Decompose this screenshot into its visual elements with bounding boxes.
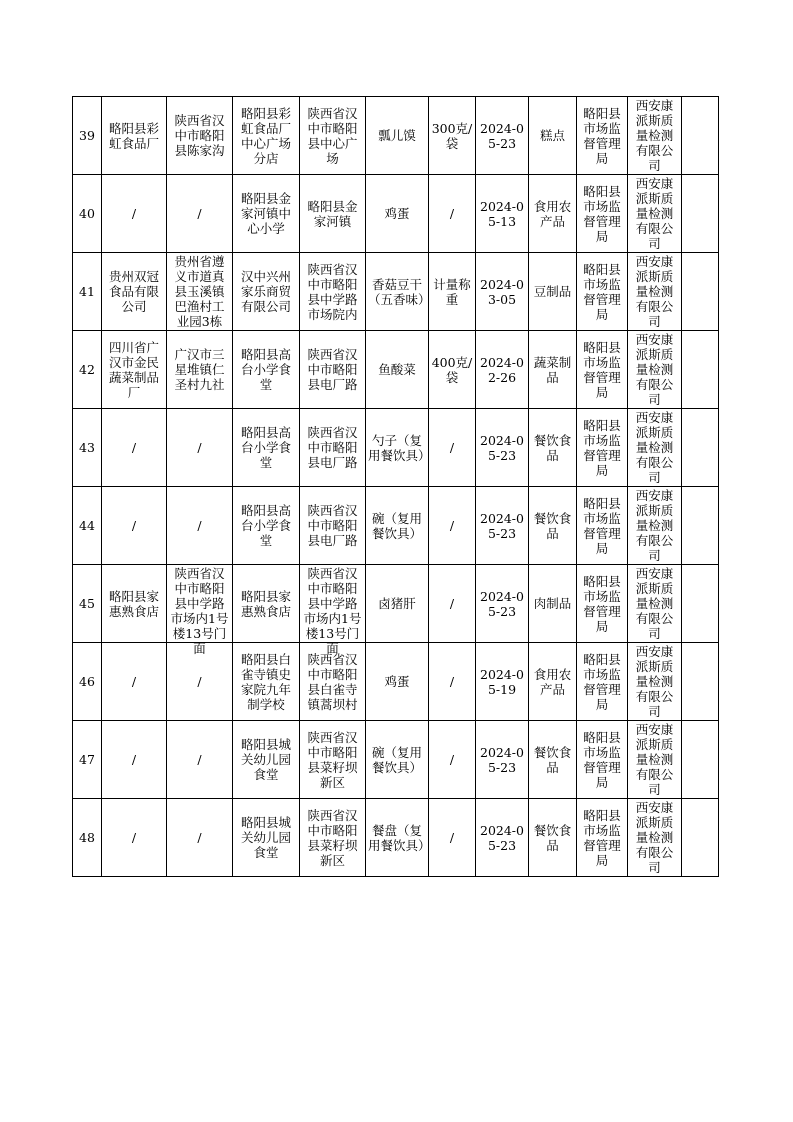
seller-name-text: 略阳县高台小学食堂 [240, 425, 291, 470]
sampling-agency-text: 略阳县市场监督管理局 [583, 261, 621, 322]
producer-address [167, 331, 233, 409]
food-category [529, 175, 577, 253]
food-category [529, 253, 577, 331]
remark-cell [682, 799, 719, 877]
producer-name-text: / [131, 752, 137, 767]
seller-name-text: 略阳县高台小学食堂 [240, 347, 291, 392]
seller-name-text: 略阳县彩虹食品厂中心广场分店 [240, 105, 291, 166]
specification [429, 799, 476, 877]
food-category [529, 799, 577, 877]
production-date [476, 721, 529, 799]
remark-cell [682, 253, 719, 331]
seller-name [233, 565, 300, 643]
food-name [366, 253, 429, 331]
food-name-text: 鱼酸菜 [378, 362, 416, 377]
row-number-text: 41 [79, 284, 95, 299]
row-number [73, 175, 102, 253]
testing-lab [628, 487, 682, 565]
producer-name-text: 略阳县彩虹食品厂 [108, 120, 159, 151]
row-number [73, 565, 102, 643]
producer-address [167, 799, 233, 877]
seller-name-text: 略阳县城关幼儿园食堂 [240, 815, 291, 860]
seller-address-text: 陕西省汉中市略阳县电厂路 [307, 347, 358, 392]
production-date [476, 175, 529, 253]
production-date [476, 487, 529, 565]
specification-text: 计量称重 [433, 276, 471, 307]
testing-lab-text: 西安康派斯质量检测有限公司 [635, 176, 674, 251]
testing-lab [628, 253, 682, 331]
production-date-text: 2024-05-23 [480, 432, 524, 463]
food-name [366, 643, 429, 721]
sampling-agency [577, 253, 628, 331]
seller-name-text: 略阳县高台小学食堂 [240, 503, 291, 548]
seller-name-text: 略阳县城关幼儿园食堂 [240, 737, 291, 782]
seller-name-text: 略阳县家惠熟食店 [240, 588, 291, 619]
seller-name-text: 略阳县金家河镇中心小学 [240, 191, 291, 236]
seller-address-text: 陕西省汉中市略阳县电厂路 [307, 425, 358, 470]
testing-lab-text: 西安康派斯质量检测有限公司 [635, 488, 674, 563]
production-date-text: 2024-05-23 [480, 120, 524, 151]
row-number [73, 721, 102, 799]
seller-address-text: 陕西省汉中市略阳县电厂路 [307, 503, 358, 548]
producer-address-text: 陕西省汉中市略阳县中学路市场内1号楼13号门面 [170, 565, 229, 656]
testing-lab-text: 西安康派斯质量检测有限公司 [635, 800, 674, 875]
sampling-results-table [72, 96, 719, 877]
sampling-agency [577, 97, 628, 175]
sampling-agency-text: 略阳县市场监督管理局 [583, 807, 621, 868]
remark-cell [682, 331, 719, 409]
producer-name [102, 487, 167, 565]
testing-lab [628, 799, 682, 877]
producer-address [167, 175, 233, 253]
producer-name [102, 721, 167, 799]
remark-cell [682, 721, 719, 799]
sampling-agency [577, 331, 628, 409]
production-date [476, 409, 529, 487]
food-name-text: 餐盘（复用餐饮具） [368, 822, 431, 853]
testing-lab-text: 西安康派斯质量检测有限公司 [635, 722, 674, 797]
seller-name [233, 331, 300, 409]
testing-lab-text: 西安康派斯质量检测有限公司 [635, 644, 674, 719]
testing-lab [628, 565, 682, 643]
seller-address [300, 175, 366, 253]
production-date [476, 799, 529, 877]
row-number [73, 253, 102, 331]
food-category [529, 331, 577, 409]
food-category [529, 565, 577, 643]
specification-text: / [449, 830, 455, 845]
producer-address-text: / [197, 674, 202, 689]
producer-name [102, 643, 167, 721]
sampling-agency-text: 略阳县市场监督管理局 [583, 729, 621, 790]
food-category [529, 409, 577, 487]
seller-name-text: 汉中兴州家乐商贸有限公司 [240, 269, 291, 314]
specification [429, 253, 476, 331]
sampling-agency-text: 略阳县市场监督管理局 [583, 183, 621, 244]
row-number-text: 45 [79, 596, 95, 611]
remark-cell [682, 97, 719, 175]
testing-lab-text: 西安康派斯质量检测有限公司 [635, 332, 674, 407]
table-row [73, 409, 719, 487]
food-category-text: 豆制品 [533, 284, 572, 299]
table-row [73, 565, 719, 643]
seller-name-text: 略阳县白雀寺镇史家院九年制学校 [240, 651, 291, 712]
producer-address [167, 487, 233, 565]
producer-name [102, 799, 167, 877]
producer-name [102, 565, 167, 643]
seller-name [233, 175, 300, 253]
remark-cell [682, 565, 719, 643]
sampling-agency-text: 略阳县市场监督管理局 [583, 651, 621, 712]
specification-text: / [449, 206, 455, 221]
food-name [366, 799, 429, 877]
sampling-agency [577, 175, 628, 253]
sampling-agency-text: 略阳县市场监督管理局 [583, 339, 621, 400]
food-name [366, 721, 429, 799]
food-name [366, 97, 429, 175]
sampling-agency [577, 487, 628, 565]
sampling-agency-text: 略阳县市场监督管理局 [583, 573, 621, 634]
food-category [529, 643, 577, 721]
table-row [73, 721, 719, 799]
sampling-agency [577, 409, 628, 487]
specification-text: 300克/袋 [431, 120, 473, 151]
producer-name-text: / [131, 206, 137, 221]
table-row [73, 331, 719, 409]
seller-address-text: 陕西省汉中市略阳县中心广场 [307, 105, 358, 166]
food-category [529, 721, 577, 799]
food-name-text: 碗（复用餐饮具） [371, 744, 422, 775]
producer-address-text: / [197, 752, 202, 767]
producer-name [102, 253, 167, 331]
sampling-agency-text: 略阳县市场监督管理局 [583, 495, 621, 556]
producer-name [102, 409, 167, 487]
seller-name [233, 799, 300, 877]
producer-address [167, 721, 233, 799]
food-category-text: 糕点 [539, 128, 565, 143]
food-name [366, 175, 429, 253]
producer-address [167, 253, 233, 331]
food-category-text: 食用农产品 [533, 666, 572, 697]
producer-address-text: 贵州省遵义市道真县玉溪镇巴渔村工业园3栋 [174, 254, 225, 329]
row-number [73, 331, 102, 409]
specification-text: / [449, 440, 455, 455]
seller-address [300, 643, 366, 721]
seller-address-text: 陕西省汉中市略阳县中学路市场院内 [307, 261, 358, 322]
food-name [366, 487, 429, 565]
row-number-text: 48 [79, 830, 95, 845]
producer-name-text: 四川省广汉市金民蔬菜制品厂 [108, 339, 159, 400]
producer-name [102, 97, 167, 175]
producer-name-text: / [131, 830, 137, 845]
sampling-agency-text: 略阳县市场监督管理局 [583, 417, 621, 478]
row-number [73, 97, 102, 175]
sampling-agency [577, 643, 628, 721]
specification-text: / [449, 596, 455, 611]
testing-lab-text: 西安康派斯质量检测有限公司 [635, 410, 674, 485]
food-category-text: 蔬菜制品 [533, 354, 572, 385]
food-category-text: 餐饮食品 [533, 510, 572, 541]
seller-address [300, 331, 366, 409]
specification [429, 175, 476, 253]
specification [429, 487, 476, 565]
row-number [73, 643, 102, 721]
producer-address-text: 广汉市三星堆镇仁圣村九社 [174, 347, 225, 392]
producer-name-text: / [131, 440, 137, 455]
testing-lab-text: 西安康派斯质量检测有限公司 [635, 98, 674, 173]
producer-address [167, 409, 233, 487]
seller-name [233, 253, 300, 331]
seller-name [233, 97, 300, 175]
table-row [73, 253, 719, 331]
production-date [476, 565, 529, 643]
remark-cell [682, 409, 719, 487]
producer-name-text: 贵州双冠食品有限公司 [108, 269, 159, 314]
table-row [73, 175, 719, 253]
specification [429, 565, 476, 643]
seller-address [300, 565, 366, 656]
producer-address [167, 97, 233, 175]
producer-address-text: / [197, 518, 202, 533]
specification-text: / [449, 674, 455, 689]
food-name-text: 瓢儿馍 [378, 128, 416, 143]
testing-lab [628, 409, 682, 487]
food-category [529, 97, 577, 175]
food-name-text: 香菇豆干（五香味） [368, 276, 431, 307]
row-number [73, 409, 102, 487]
sampling-agency [577, 565, 628, 643]
producer-name-text: 略阳县家惠熟食店 [108, 588, 159, 619]
producer-address-text: / [197, 440, 202, 455]
row-number-text: 44 [79, 518, 95, 533]
seller-name [233, 721, 300, 799]
specification [429, 331, 476, 409]
seller-address [300, 97, 366, 175]
testing-lab [628, 97, 682, 175]
seller-address-text: 陕西省汉中市略阳县菜籽坝新区 [307, 729, 358, 790]
row-number-text: 42 [79, 362, 95, 377]
row-number-text: 40 [79, 206, 95, 221]
row-number-text: 43 [79, 440, 95, 455]
food-name-text: 碗（复用餐饮具） [371, 510, 422, 541]
sampling-agency [577, 799, 628, 877]
testing-lab-text: 西安康派斯质量检测有限公司 [635, 566, 674, 641]
remark-cell [682, 175, 719, 253]
production-date [476, 253, 529, 331]
specification-text: / [449, 518, 455, 533]
seller-address-text: 陕西省汉中市略阳县中学路市场内1号楼13号门面 [303, 565, 362, 656]
seller-address [300, 799, 366, 877]
food-name-text: 鸡蛋 [384, 206, 410, 221]
specification [429, 721, 476, 799]
testing-lab-text: 西安康派斯质量检测有限公司 [635, 254, 674, 329]
table-body [73, 97, 719, 877]
seller-name [233, 643, 300, 721]
producer-name-text: / [131, 674, 137, 689]
table-row [73, 643, 719, 721]
food-category-text: 肉制品 [533, 596, 572, 611]
production-date-text: 2024-05-23 [480, 822, 524, 853]
production-date-text: 2024-05-19 [480, 666, 524, 697]
production-date [476, 331, 529, 409]
producer-address-text: / [197, 830, 202, 845]
producer-name [102, 331, 167, 409]
seller-address-text: 陕西省汉中市略阳县菜籽坝新区 [307, 807, 358, 868]
specification-text: 400克/袋 [431, 354, 473, 385]
food-category-text: 食用农产品 [533, 198, 572, 229]
producer-address-text: / [197, 206, 202, 221]
specification [429, 409, 476, 487]
producer-name-text: / [131, 518, 137, 533]
food-category-text: 餐饮食品 [533, 432, 572, 463]
food-category-text: 餐饮食品 [533, 744, 572, 775]
row-number-text: 46 [79, 674, 95, 689]
food-name-text: 勺子（复用餐饮具） [368, 432, 431, 463]
food-category [529, 487, 577, 565]
testing-lab [628, 175, 682, 253]
row-number-text: 47 [79, 752, 95, 767]
food-name-text: 鸡蛋 [384, 674, 410, 689]
specification [429, 643, 476, 721]
sampling-agency [577, 721, 628, 799]
testing-lab [628, 721, 682, 799]
remark-cell [682, 643, 719, 721]
row-number [73, 487, 102, 565]
row-number-text: 39 [79, 128, 95, 143]
sampling-agency-text: 略阳县市场监督管理局 [583, 105, 621, 166]
seller-address-text: 陕西省汉中市略阳县白雀寺镇蒿坝村 [307, 651, 358, 712]
production-date [476, 97, 529, 175]
production-date [476, 643, 529, 721]
seller-address [300, 253, 366, 331]
seller-name [233, 487, 300, 565]
table-row [73, 487, 719, 565]
testing-lab [628, 643, 682, 721]
seller-name [233, 409, 300, 487]
table-row [73, 97, 719, 175]
producer-name [102, 175, 167, 253]
production-date-text: 2024-05-23 [480, 588, 524, 619]
food-name [366, 409, 429, 487]
production-date-text: 2024-03-05 [480, 276, 524, 307]
seller-address-text: 略阳县金家河镇 [307, 198, 358, 229]
table-row [73, 799, 719, 877]
seller-address [300, 721, 366, 799]
seller-address [300, 409, 366, 487]
producer-address [167, 565, 233, 656]
row-number [73, 799, 102, 877]
remark-cell [682, 487, 719, 565]
production-date-text: 2024-05-13 [480, 198, 524, 229]
production-date-text: 2024-02-26 [480, 354, 524, 385]
specification [429, 97, 476, 175]
production-date-text: 2024-05-23 [480, 510, 524, 541]
testing-lab [628, 331, 682, 409]
food-name [366, 331, 429, 409]
specification-text: / [449, 752, 455, 767]
food-category-text: 餐饮食品 [533, 822, 572, 853]
production-date-text: 2024-05-23 [480, 744, 524, 775]
seller-address [300, 487, 366, 565]
producer-address-text: 陕西省汉中市略阳县陈家沟 [174, 113, 225, 158]
food-name-text: 卤猪肝 [378, 596, 416, 611]
food-name [366, 565, 429, 643]
